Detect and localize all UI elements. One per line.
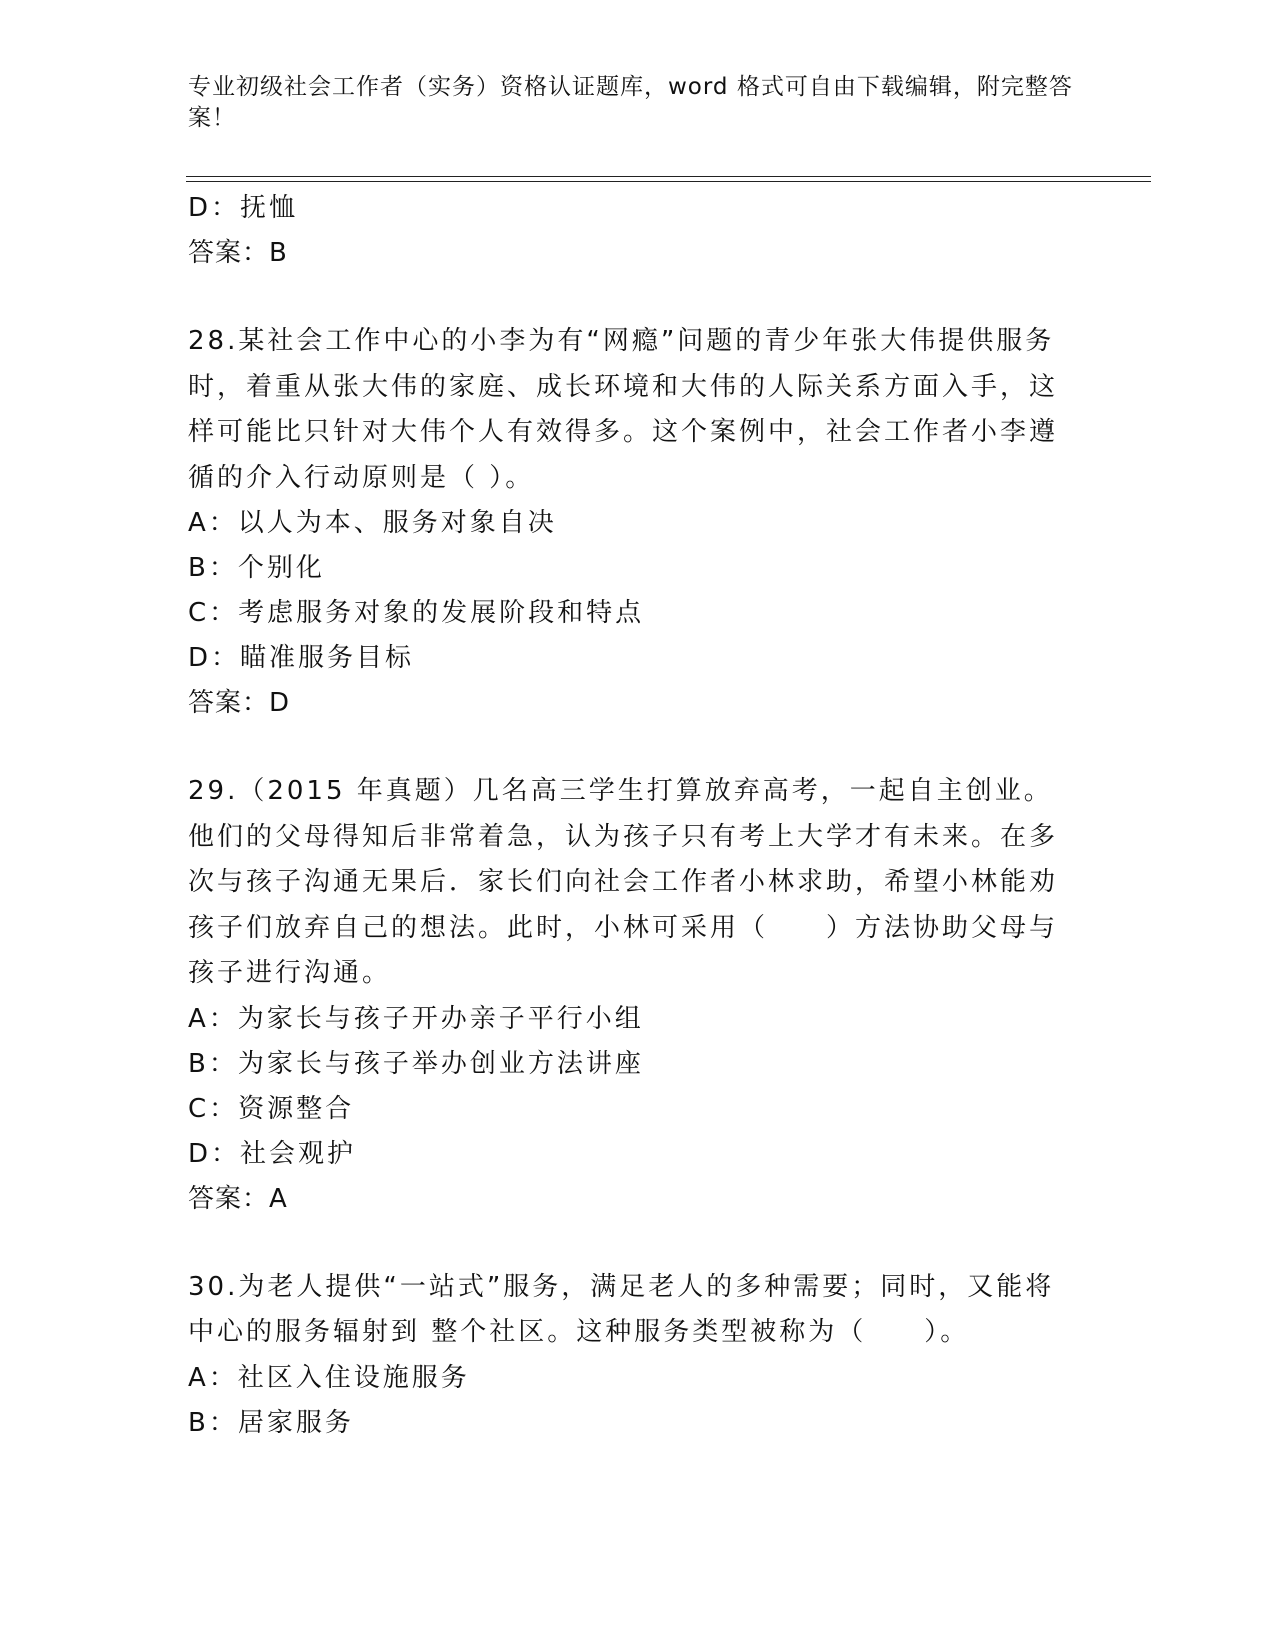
- question-30: [188, 1265, 1078, 1446]
- header-text: 专业初级社会工作者（实务）资格认证题库，word 格式可自由下载编辑，附完整答案！: [188, 74, 1073, 131]
- option-d: D：社会观护: [188, 1138, 357, 1169]
- answer-line: 答案：A: [188, 1183, 288, 1214]
- question-27-tail: [188, 186, 1078, 276]
- answer-line: 答案：D: [188, 688, 291, 718]
- question-29: [188, 769, 1078, 1222]
- option-b: B：居家服务: [188, 1407, 354, 1438]
- question-stem: 29.（2015 年真题）几名高三学生打算放弃高考，一起自主创业。他们的父母得知后非常着急，认为孩子只有考上大学才有未来。在多次与孩子沟通无果后．家长们向社会工作者小林求助，希望小林能劝孩子们放弃自己的想法。此时，小林可采用（ ）方法协助父母与孩子进行沟通。: [188, 776, 1059, 988]
- option-d: D：抚恤: [188, 193, 299, 223]
- option-c: C：考虑服务对象的发展阶段和特点: [188, 598, 645, 628]
- option-d: D：瞄准服务目标: [188, 643, 415, 673]
- document-header: [188, 72, 1088, 134]
- answer-line: 答案：B: [188, 238, 288, 268]
- option-c: C：资源整合: [188, 1093, 355, 1124]
- document-body: [188, 186, 1078, 1446]
- header-rule-top: [186, 176, 1151, 177]
- question-stem: 30.为老人提供“一站式”服务，满足老人的多种需要；同时，又能将中心的服务辐射到 整个社区。这种服务类型被称为（ ）。: [188, 1271, 1055, 1347]
- question-28: [188, 319, 1078, 726]
- option-a: A：社区入住设施服务: [188, 1362, 470, 1393]
- option-b: B：个别化: [188, 553, 325, 583]
- option-a: A：为家长与孩子开办亲子平行小组: [188, 1003, 644, 1034]
- option-a: A：以人为本、服务对象自决: [188, 508, 557, 538]
- option-b: B：为家长与孩子举办创业方法讲座: [188, 1048, 644, 1079]
- header-rule-bottom: [186, 181, 1151, 182]
- question-stem: 28.某社会工作中心的小李为有“网瘾”问题的青少年张大伟提供服务时，着重从张大伟的家庭、成长环境和大伟的人际关系方面入手，这样可能比只针对大伟个人有效得多。这个案例中，社会工作者小李遵循的介入行动原则是（ ）。: [188, 326, 1059, 493]
